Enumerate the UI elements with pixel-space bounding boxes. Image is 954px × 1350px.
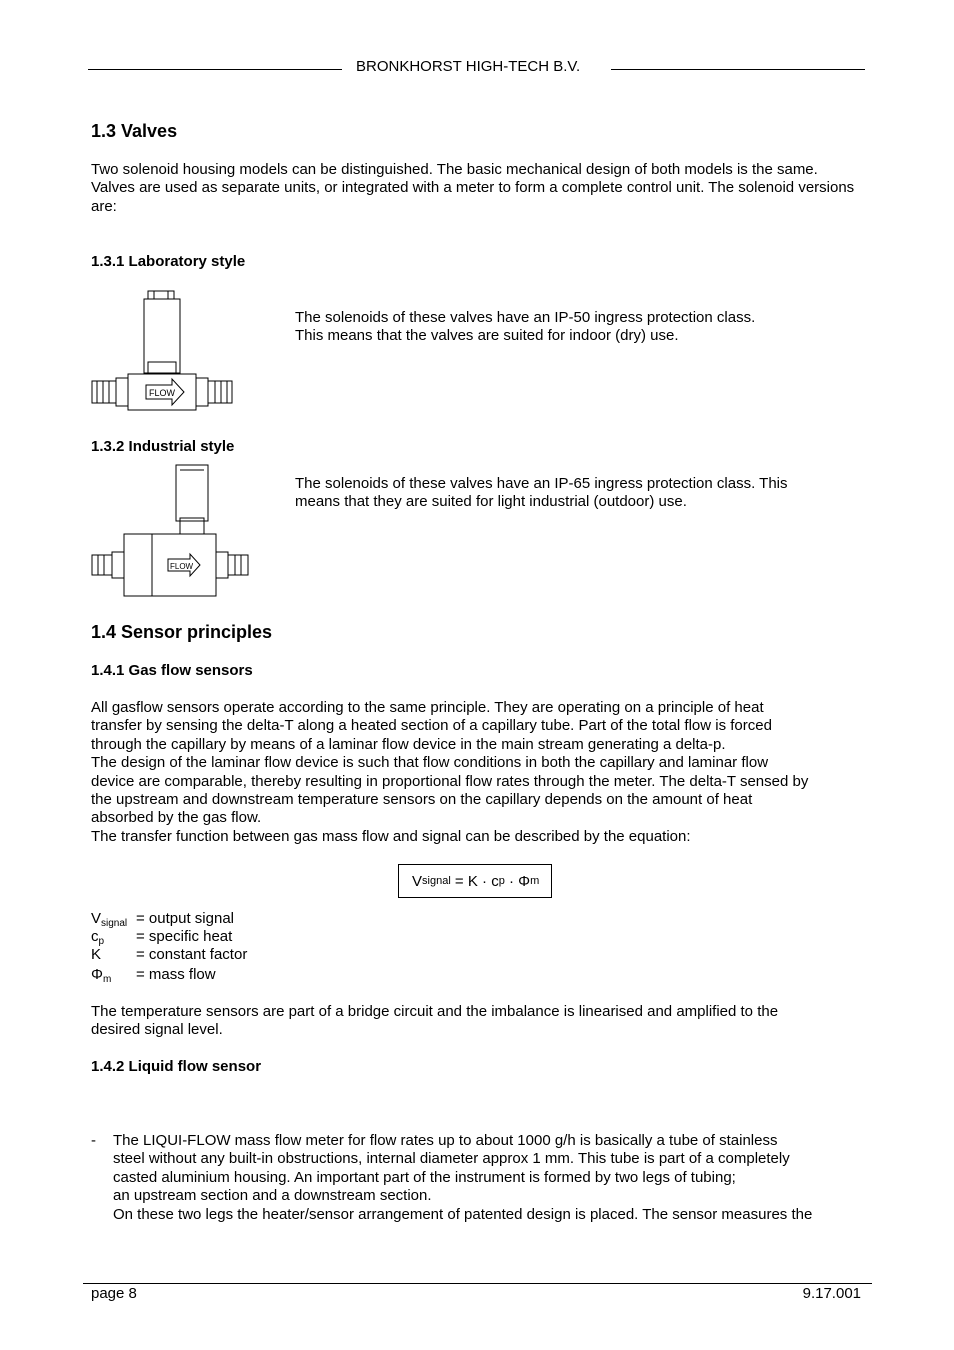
header-rule-right — [611, 69, 865, 70]
liquid-flow-line: casted aluminium housing. An important part of the instrument is formed by two legs of tubing; — [113, 1168, 736, 1186]
section-title-valves: 1.3 Valves — [91, 121, 178, 141]
lab-flow-label: FLOW — [149, 388, 175, 398]
liquid-flow-line: steel without any built-in obstructions, internal diameter approx 1 mm. This tube is part of a completely — [113, 1150, 790, 1168]
definition-row — [91, 966, 216, 984]
gas-flow-line: through the capillary by means of a laminar flow device in the main stream generating a delta-p. — [91, 735, 726, 753]
def-symbol: c — [91, 928, 99, 945]
formula-v-sub: signal — [422, 875, 451, 887]
footer-page-number: page 8 — [91, 1285, 137, 1302]
footer-rule — [83, 1283, 872, 1284]
def-symbol-sub: m — [102, 974, 112, 985]
header-rule-left — [88, 69, 342, 70]
gas-flow-line: The transfer function between gas mass flow and signal can be described by the equation: — [91, 827, 691, 845]
footer-doc-number: 9.17.001 — [802, 1285, 861, 1302]
def-symbol-sub: p — [98, 936, 105, 947]
formula-v: V — [412, 872, 423, 890]
formula-phi-sub: m — [530, 875, 540, 887]
liquid-flow-line: On these two legs the heater/sensor arrangement of patented design is placed. The sensor measures the — [113, 1205, 813, 1223]
gas-flow-line: transfer by sensing the delta-T along a heated section of a capillary tube. Part of the total flow is forced — [91, 717, 772, 735]
gas-flow-line: device are comparable, thereby resulting in proportional flow rates through the meter. The delta-T sensed by — [91, 772, 809, 790]
definition-row — [91, 946, 247, 964]
industrial-valve-figure — [88, 462, 254, 598]
industrial-line-2: means that they are suited for light industrial (outdoor) use. — [295, 493, 687, 511]
liquid-flow-body — [113, 1132, 873, 1224]
laboratory-line-1: The solenoids of these valves have an IP-50 ingress protection class. — [295, 309, 756, 326]
transfer-function-formula — [398, 864, 552, 898]
formula-dot: · Φ — [504, 872, 531, 890]
gas-flow-body — [91, 699, 871, 846]
def-desc: = specific heat — [136, 928, 233, 945]
gas-flow-line: the upstream and downstream temperature sensors on the capillary depends on the amount of heat — [91, 791, 753, 809]
def-symbol: V — [91, 910, 102, 927]
def-desc: = output signal — [136, 910, 234, 927]
valves-intro: Two solenoid housing models can be distinguished. The basic mechanical design of both models is the same. Valves are used as separate units, or integrated with a meter to form a complete control unit. The solenoid versions are: — [91, 161, 855, 215]
subsection-title-laboratory: 1.3.1 Laboratory style — [91, 253, 246, 270]
liquid-flow-line: an upstream section and a downstream section. — [113, 1187, 432, 1205]
gas-flow-line: All gasflow sensors operate according to the same principle. They are operating on a principle of heat — [91, 699, 764, 716]
subsection-title-liquid-flow: 1.4.2 Liquid flow sensor — [91, 1058, 262, 1075]
industrial-line-1: The solenoids of these valves have an IP-65 ingress protection class. This — [295, 475, 788, 492]
gas-flow-closing — [91, 1003, 871, 1040]
industrial-flow-label: FLOW — [170, 562, 194, 571]
laboratory-valve-figure — [88, 288, 238, 414]
formula-cp-sub: p — [498, 875, 505, 887]
gas-flow-line: The design of the laminar flow device is such that flow conditions in both the capillary and laminar flow — [91, 754, 769, 772]
definition-row — [91, 910, 234, 928]
def-symbol: Φ — [91, 966, 103, 983]
subsection-title-industrial: 1.3.2 Industrial style — [91, 438, 235, 455]
section-title-sensor-principles: 1.4 Sensor principles — [91, 622, 273, 642]
closing-line: desired signal level. — [91, 1021, 223, 1039]
header-company: BRONKHORST HIGH-TECH B.V. — [356, 58, 581, 75]
def-desc: = constant factor — [136, 946, 248, 963]
industrial-description — [295, 475, 855, 512]
liquid-flow-line: The LIQUI-FLOW mass flow meter for flow rates up to about 1000 g/h is basically a tube of stainless — [113, 1132, 778, 1149]
def-symbol: K — [91, 946, 102, 963]
bullet-dash: - — [91, 1132, 96, 1149]
closing-line: The temperature sensors are part of a bridge circuit and the imbalance is linearised and amplified to the — [91, 1003, 779, 1020]
subsection-title-gas-flow: 1.4.1 Gas flow sensors — [91, 662, 253, 679]
def-desc: = mass flow — [136, 966, 216, 983]
laboratory-line-2: This means that the valves are suited for indoor (dry) use. — [295, 327, 679, 345]
laboratory-description — [295, 309, 855, 346]
definition-row — [91, 928, 232, 946]
gas-flow-line: absorbed by the gas flow. — [91, 809, 262, 827]
def-symbol-sub: signal — [101, 918, 128, 929]
formula-eq: = K · c — [450, 872, 499, 890]
